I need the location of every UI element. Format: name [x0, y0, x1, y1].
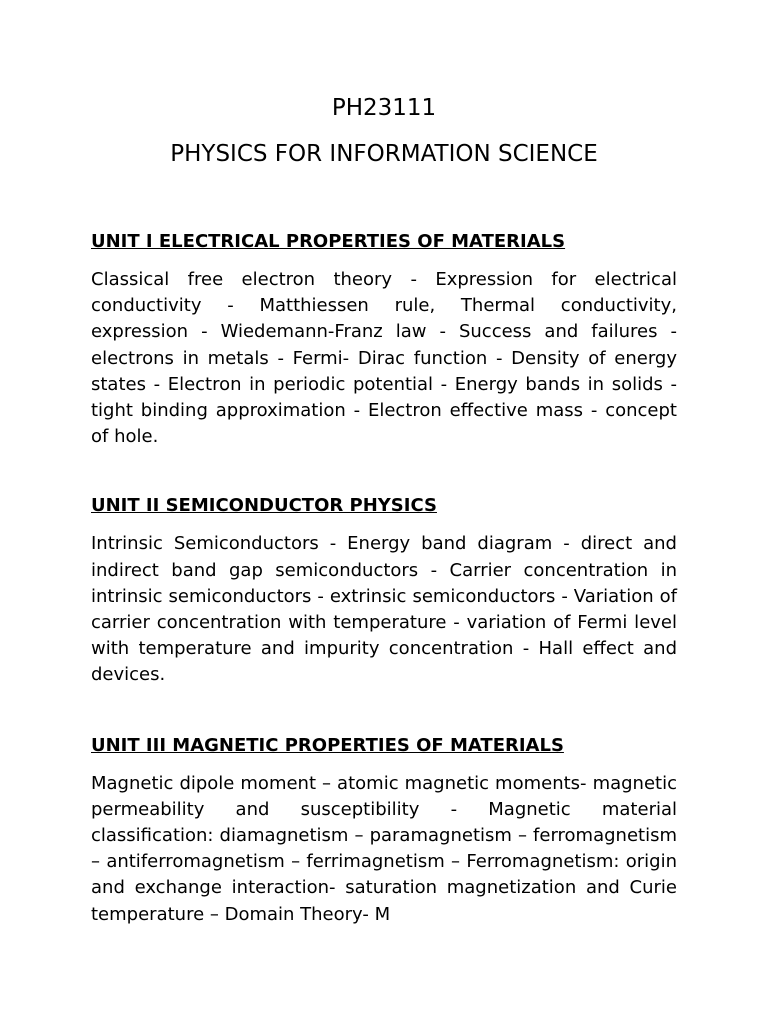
course-title: PHYSICS FOR INFORMATION SCIENCE	[170, 141, 598, 167]
syllabus-page	[91, 94, 677, 928]
unit-heading: UNIT II SEMICONDUCTOR PHYSICS	[91, 495, 437, 517]
unit-section-3	[91, 735, 677, 928]
unit-heading: UNIT I ELECTRICAL PROPERTIES OF MATERIALS	[91, 231, 566, 252]
unit-description: Magnetic dipole moment – atomic magnetic moments- magnetic permeability and susceptibility - Magnetic material classification: diamagnetism – paramagnetism – ferromagnetism – antiferromagnetism – ferrimagnetism – Ferromagnetism: origin and exchange interaction- saturation magnetization and Curie temperature – Domain Theory- M	[91, 772, 677, 925]
course-code: PH23111	[331, 95, 437, 121]
unit-heading: UNIT III MAGNETIC PROPERTIES OF MATERIALS	[91, 734, 564, 756]
unit-section-2	[91, 495, 677, 688]
unit-section-1	[91, 231, 677, 450]
unit-description: Intrinsic Semiconductors - Energy band diagram - direct and indirect band gap semiconductors - Carrier concentration in intrinsic semiconductors - extrinsic semiconductors - Variation of carrier concentration with temperature - variation of Fermi level with temperature and impurity concentration - Hall effect and devices.	[91, 533, 677, 686]
unit-description: Classical free electron theory - Expression for electrical conductivity - Matthiessen rule, Thermal conductivity, expression - Wiedemann-Franz law - Success and failures - electrons in metals - Fermi- Dirac function - Density of energy states - Electron in periodic potential - Energy bands in solids - tight binding approximation - Electron effective mass - concept of hole.	[91, 269, 677, 448]
